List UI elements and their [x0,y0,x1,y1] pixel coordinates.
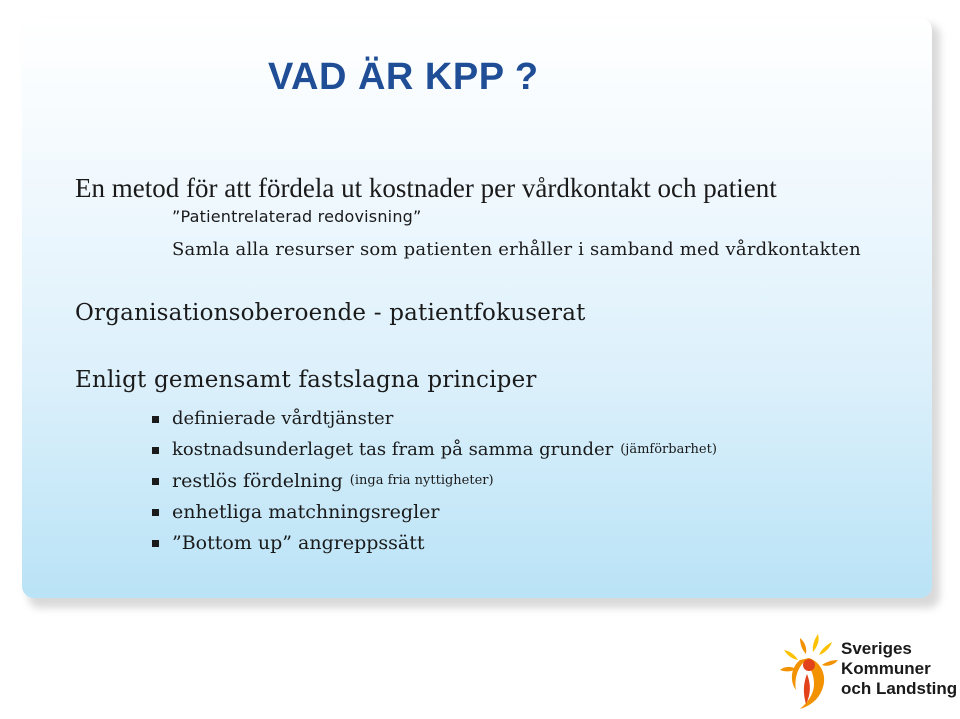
skl-logo [778,632,958,712]
skl-logo-text [841,639,957,699]
square-bullet-icon [152,478,159,485]
intro-line-resources: Samla alla resurser som patienten erhåller i samband med vårdkontakten [172,239,861,260]
square-bullet-icon [152,416,159,423]
organisation-line: Organisationsoberoende - patientfokuserat [75,300,586,326]
principle-text: restlös fördelning [172,469,343,492]
principle-text: kostnadsunderlaget tas fram på samma grunder [172,439,614,460]
square-bullet-icon [152,540,159,547]
logo-line: Kommuner [841,659,931,678]
list-item [152,527,717,558]
list-item [152,496,717,527]
principle-text: definierade vårdtjänster [172,408,394,429]
principle-note: (jämförbarhet) [620,442,717,457]
logo-line: och Landsting [841,679,958,698]
slide-title: VAD ÄR KPP ? [268,56,539,98]
list-item [152,465,717,496]
principle-text: ”Bottom up” angreppssätt [172,531,425,554]
list-item [152,403,717,434]
skl-logo-icon [778,632,842,712]
principles-list [152,403,717,558]
square-bullet-icon [152,509,159,516]
principle-note: (inga fria nyttigheter) [349,473,494,488]
logo-line: Sveriges [841,639,912,658]
principle-text: enhetliga matchningsregler [172,500,440,523]
intro-line-quote: ”Patientrelaterad redovisning” [172,207,422,226]
square-bullet-icon [152,447,159,454]
intro-line-method: En metod för att fördela ut kostnader per vårdkontakt och patient [75,173,777,203]
principles-heading: Enligt gemensamt fastslagna principer [75,367,537,393]
list-item [152,434,717,465]
